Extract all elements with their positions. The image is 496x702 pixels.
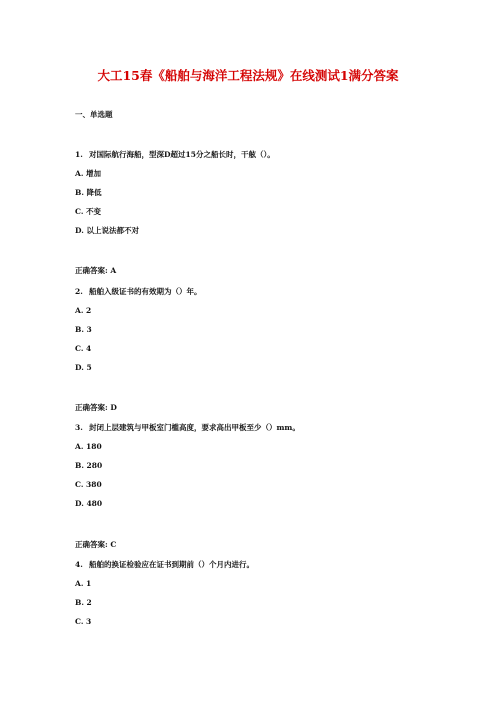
question-text: 对国际航行海船，型深D超过15分之船长时，干舷（）。 (89, 150, 275, 159)
answer-value: D (110, 403, 117, 412)
option-b: B. 280 (75, 461, 103, 470)
option-c: C. 380 (75, 480, 102, 489)
section-heading: 一、单选题 (75, 110, 113, 119)
answer-2 (75, 403, 117, 413)
answer-value: C (110, 540, 117, 549)
option-b: B. 3 (75, 325, 92, 334)
answer-label: 正确答案: (75, 540, 108, 549)
question-text: 封闭上层建筑与甲板室门槛高度，要求高出甲板至少（）mm。 (89, 423, 300, 432)
question-1 (75, 150, 275, 160)
option-c: C. 不变 (75, 207, 102, 216)
option-d: D. 以上说法都不对 (75, 226, 139, 235)
answer-1 (75, 266, 116, 276)
question-number: 4. (75, 560, 83, 569)
option-a: A. 增加 (75, 169, 102, 178)
answer-value: A (110, 266, 117, 275)
option-a: A. 180 (75, 442, 102, 451)
question-3 (75, 423, 300, 433)
question-text: 船舶入级证书的有效期为（）年。 (89, 287, 202, 296)
option-b: B. 降低 (75, 188, 102, 197)
document-title: 大工15春《船舶与海洋工程法规》在线测试1满分答案 (97, 68, 399, 83)
question-text: 船舶的换证检验应在证书到期前（）个月内进行。 (89, 560, 254, 569)
option-a: A. 2 (75, 306, 92, 315)
option-d: D. 5 (75, 363, 92, 372)
question-2 (75, 287, 202, 297)
option-c: C. 4 (75, 344, 92, 353)
option-d: D. 480 (75, 499, 103, 508)
option-a: A. 1 (75, 579, 92, 588)
answer-3 (75, 540, 116, 550)
question-number: 1. (75, 150, 83, 159)
question-number: 2. (75, 287, 83, 296)
answer-label: 正确答案: (75, 403, 108, 412)
question-number: 3. (75, 423, 83, 432)
option-c: C. 3 (75, 617, 92, 626)
question-4 (75, 560, 254, 570)
answer-label: 正确答案: (75, 266, 108, 275)
option-b: B. 2 (75, 598, 92, 607)
